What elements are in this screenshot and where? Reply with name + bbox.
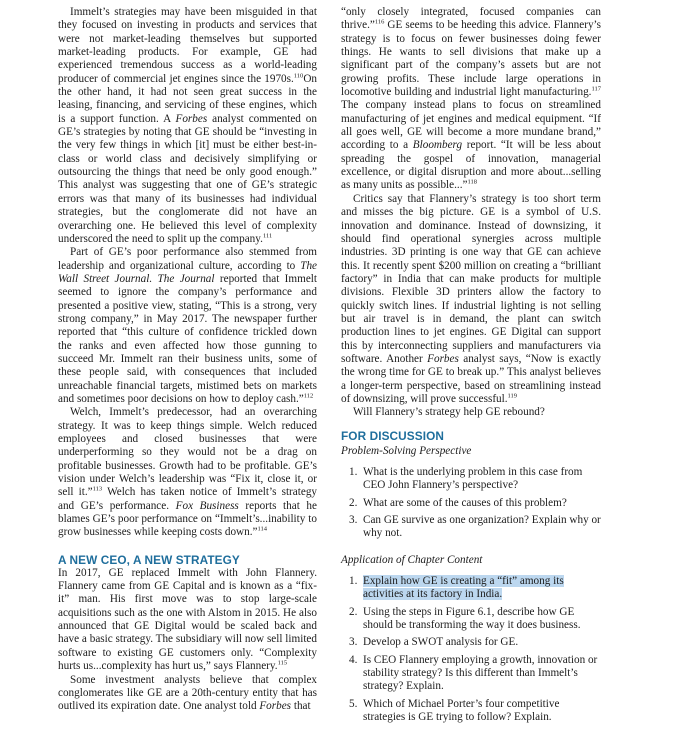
question-text: What is the underlying problem in this case from CEO John Flannery’s perspective?: [363, 466, 583, 492]
question-item: [341, 636, 601, 649]
subheading-problem-solving: Problem-Solving Perspective: [341, 444, 472, 457]
question-item: [341, 575, 601, 602]
text-run: Part of GE’s poor performance also stemmed from leadership and organizational culture, according to: [58, 246, 317, 272]
question-item: [341, 654, 601, 694]
text-run: reports that he blames GE’s poor performance on “Immelt’s...inability to grow businesses while keeping costs down.”: [58, 499, 317, 539]
text-run: Immelt’s strategies may have been misguided in that they focused on investing in products and services that were not market-leading themselves but supported market-leading products. For example, GE had experienced tremendous success as a world-leading producer of commercial jet engines since the 1970s.: [58, 6, 317, 85]
text-run: Welch, Immelt’s predecessor, had an overarching strategy. It was to keep things simple. Welch reduced employees and closed businesses that were underperforming so they would not be a drag on profitable businesses. Growth had to be profitable. GE’s vision under Welch’s leadership was “Fix it, close it, or sell it.”: [58, 406, 317, 499]
footnote-ref[interactable]: 115: [277, 659, 288, 667]
publication-name: The Journal: [157, 272, 215, 285]
paragraph-critics: [341, 193, 601, 407]
paragraph-immelt-strategies: [58, 6, 317, 246]
question-number: 3.: [349, 636, 358, 649]
question-text: Is CEO Flannery employing a growth, innovation or stability strategy? Is this different than Immelt’s strategy? Explain.: [363, 653, 598, 693]
footnote-ref[interactable]: 116: [374, 18, 385, 26]
question-text: Develop a SWOT analysis for GE.: [363, 636, 519, 649]
publication-name: Forbes: [259, 700, 292, 713]
paragraph-rebound-question: Will Flannery’s strategy help GE rebound?: [353, 406, 545, 419]
question-item: [341, 514, 601, 541]
paragraph-poor-performance: [58, 246, 317, 406]
publication-name: Fox Business: [175, 499, 239, 512]
text-run: report. “It will be less about spreading the gospel of innovation, managerial excellence, or digital disruption and more about...selling as many units as possible...”: [341, 139, 601, 192]
problem-solving-questions: [341, 466, 601, 541]
footnote-ref[interactable]: 119: [507, 392, 518, 400]
footnote-ref[interactable]: 114: [257, 525, 267, 533]
text-run: Some investment analysts believe that complex conglomerates like GE are a 20th-century entity that has outlived its expiration date. One analyst told: [58, 673, 317, 713]
spacer: [341, 458, 601, 466]
question-number: 1.: [349, 575, 358, 588]
text-run: The company instead plans to focus on streamlined manufacturing of jet engines and medical equipment. “If all goes well, GE will become a more mundane brand,” according to a: [341, 99, 601, 152]
paragraph-focused-companies: [341, 6, 601, 193]
question-item: [341, 698, 601, 725]
paragraph-analysts: [58, 674, 317, 714]
footnote-ref[interactable]: 113: [92, 485, 103, 493]
question-item: [341, 497, 601, 510]
question-number: 3.: [349, 514, 358, 527]
highlighted-question-text[interactable]: Explain how GE is creating a “fit” among its activities at its factory in India.: [363, 575, 564, 601]
spacer: [341, 567, 601, 575]
question-number: 1.: [349, 466, 358, 478]
question-number: 2.: [349, 605, 358, 618]
text-run: analyst commented on GE’s strategies by noting that GE should be “investing in the very few things in which [it] must be either best-in-class or world class and decisively simplifying or outsourcing the things that need be only good enough.” This analyst was suggesting that one of GE’s strategic errors was that many of its businesses had individual strategies, but the conglomerate did not have an overarching one. He believed this level of complexity underscored the need to split up the company.: [58, 112, 317, 245]
publication-name: Bloomberg: [412, 139, 463, 152]
spacer: [341, 420, 601, 429]
left-column: [58, 6, 317, 714]
subheading-application: Application of Chapter Content: [341, 553, 483, 566]
text-run: In 2017, GE replaced Immelt with John Flannery. Flannery came from GE Capital and is known as a “fix-it” man. His first move was to stop large-scale acquisitions such as the one with Alstom in 2015. He also announced that GE Digital would be scaled back and have a basic strategy. The subsidiary will now sell limited software to existing GE customers only. “Complexity hurts us...complexity has hurt us,” says Flannery.: [58, 566, 317, 673]
application-questions: [341, 575, 601, 724]
text-run: that: [291, 700, 311, 713]
paragraph-flannery: [58, 567, 317, 674]
text-run: analyst says, “Now is exactly the wrong time for GE to break up.” This analyst believes a longer-term perspective, based on streamlining instead of downsizing, will prove successful.: [341, 352, 602, 405]
footnote-ref[interactable]: 110: [293, 71, 304, 79]
question-text: Which of Michael Porter’s four competitive strategies is GE trying to follow? Explain.: [363, 697, 560, 724]
question-text: Using the steps in Figure 6.1, describe how GE should be transforming the way it does business.: [363, 605, 581, 632]
text-run: GE seems to be heeding this advice. Flannery’s strategy is to focus on fewer businesses doing fewer things. He wants to sell divisions that make up a significant part of the company’s assets but are not growing profits. These include large operations in locomotive building and industrial light manufacturing.: [341, 19, 601, 99]
question-item: [341, 606, 601, 633]
text-run: “only closely integrated, focused companies can thrive.”: [341, 6, 601, 32]
section-heading-new-ceo: A NEW CEO, A NEW STRATEGY: [58, 552, 240, 567]
publication-name: Forbes: [427, 352, 459, 365]
text-run: On the other hand, it had not seen great success in the leasing, financing, and servicing of these engines, which is a support function. A: [58, 72, 317, 125]
footnote-ref[interactable]: 117: [591, 85, 601, 93]
footnote-ref[interactable]: 112: [303, 392, 314, 400]
text-run: Welch has taken notice of Immelt’s strategy and GE’s performance.: [58, 486, 318, 512]
right-column: [341, 6, 601, 725]
spacer: [58, 540, 317, 553]
footnote-ref[interactable]: 111: [262, 232, 273, 240]
text-run: reported that Immelt seemed to ignore the company’s performance and presented a positive view, stating, “This is a strong, very strong company,” in May 2017. The newspaper further reported that “this culture of confidence trickled down the ranks and even affected how those gunning to succeed Mr. Immelt ran their business units, some of these people said, with consequences that included unreachable financial targets, mistimed bets on markets and sometimes poor decisions on how to deploy cash.”: [58, 272, 317, 405]
section-heading-discussion: FOR DISCUSSION: [341, 428, 444, 443]
question-number: 4.: [349, 653, 358, 666]
text-run: Critics say that Flannery’s strategy is too short term and misses the big picture. GE is a symbol of U.S. innovation and dominance. Instead of downsizing, it should find operational synergies across multiple industries. 3D printing is one way that GE can achieve this. It recently spent $200 million on creating a “brilliant factory” in India that can make products for multiple divisions. Flexible 3D printers allow the factory to quickly switch lines. If industrial lighting is not selling but air travel is in demand, the plant can switch production lines to jet engines. GE Digital can support this by interconnecting suppliers and manufacturers via software. Another: [341, 192, 601, 365]
question-number: 2.: [349, 496, 358, 509]
footnote-ref[interactable]: 118: [467, 178, 477, 186]
question-text: What are some of the causes of this problem?: [363, 496, 567, 509]
question-number: 5.: [349, 697, 358, 710]
publication-name: The Wall Street Journal.: [58, 259, 317, 285]
paragraph-welch: [58, 406, 317, 539]
question-item: [341, 466, 601, 493]
question-text: Can GE survive as one organization? Explain why or why not.: [363, 514, 601, 540]
spacer: [341, 541, 601, 554]
publication-name: Forbes: [175, 112, 208, 125]
